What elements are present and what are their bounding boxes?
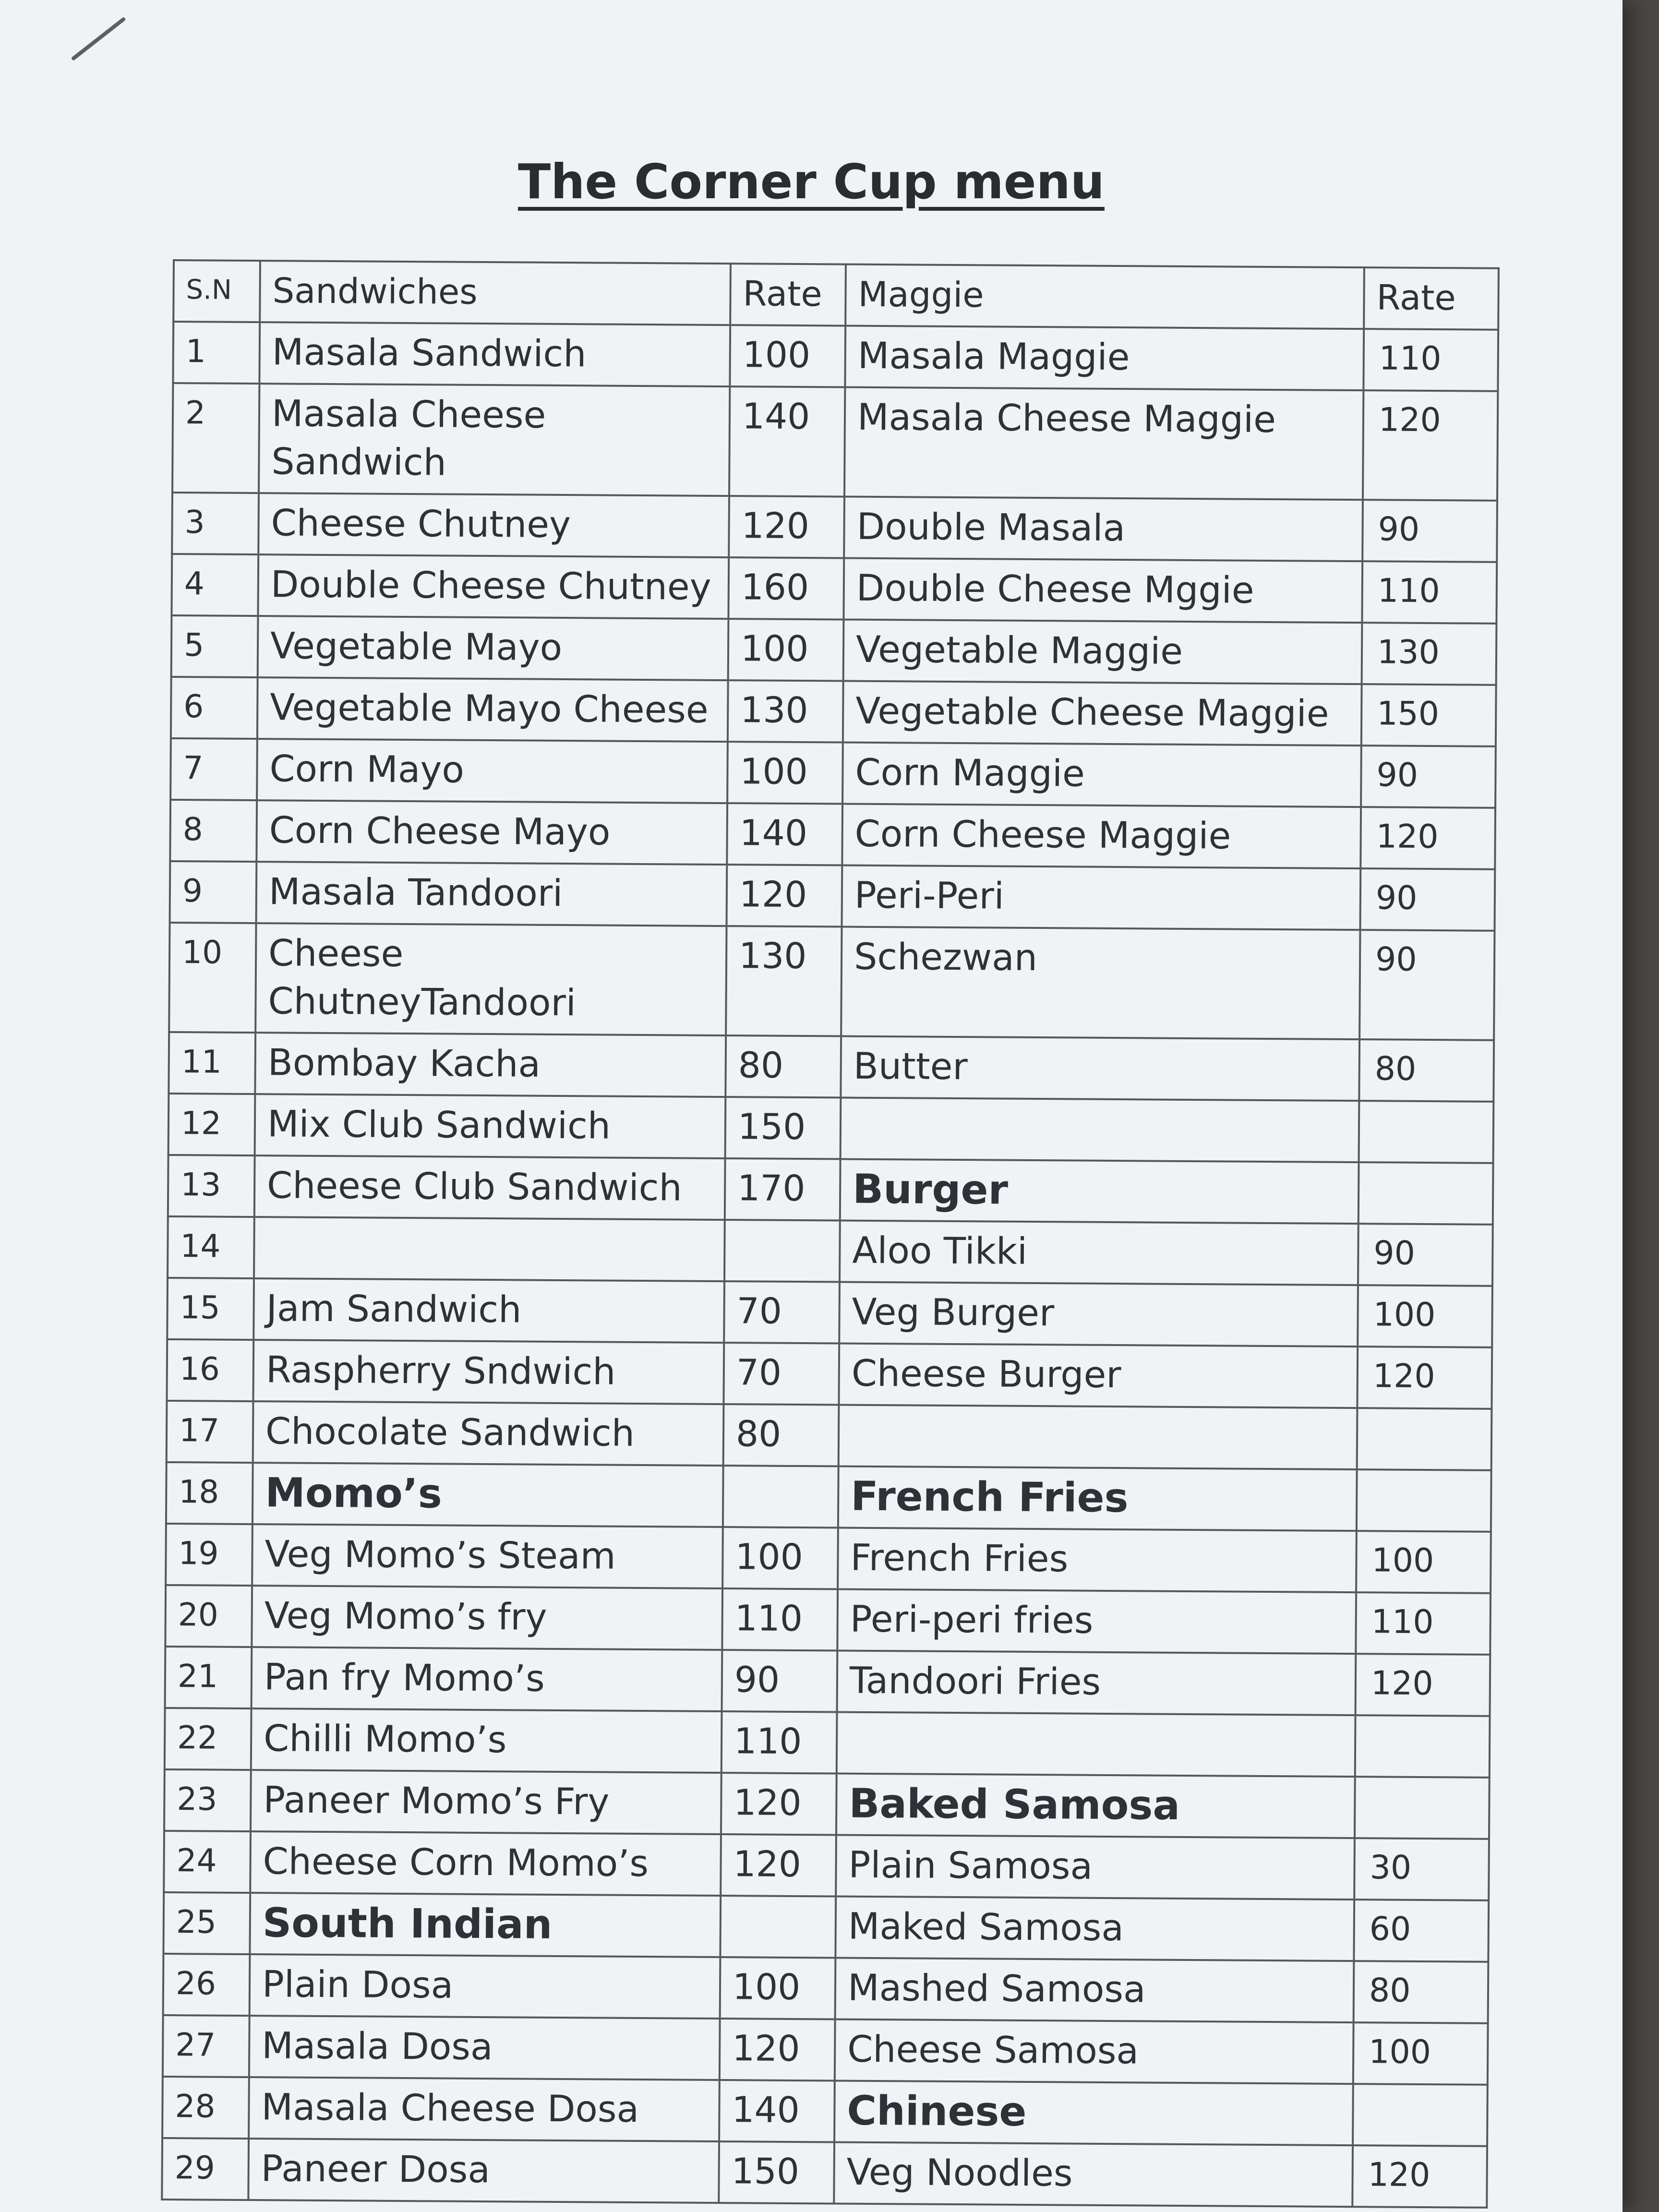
row-rate-left: 120 bbox=[729, 496, 844, 558]
row-sn: 20 bbox=[165, 1585, 252, 1647]
row-sn: 3 bbox=[172, 493, 259, 554]
row-item-left: Double Cheese Chutney bbox=[258, 554, 729, 619]
row-item-left: Chilli Momo’s bbox=[251, 1708, 722, 1773]
table-row bbox=[170, 861, 1495, 931]
row-sn: 28 bbox=[162, 2077, 249, 2139]
row-item-left: Cheese Chutney bbox=[258, 493, 729, 557]
row-item-left: Paneer Dosa bbox=[248, 2139, 719, 2203]
row-rate-left: 120 bbox=[721, 1773, 837, 1835]
header-rate-1: Rate bbox=[730, 264, 846, 325]
row-item-right: Tandoori Fries bbox=[837, 1651, 1356, 1716]
header-sandwiches: Sandwiches bbox=[260, 261, 731, 325]
row-rate-left: 100 bbox=[728, 619, 844, 681]
row-rate-left: 110 bbox=[721, 1711, 837, 1773]
row-rate-left: 70 bbox=[724, 1281, 840, 1343]
row-rate-left: 130 bbox=[728, 680, 843, 742]
row-item-right: Butter bbox=[841, 1036, 1359, 1101]
row-rate-right bbox=[1357, 1469, 1491, 1532]
row-item-right: Peri-peri fries bbox=[837, 1589, 1356, 1654]
row-item-right bbox=[841, 1098, 1359, 1163]
row-item-left: Veg Momo’s Steam bbox=[252, 1524, 723, 1588]
row-item-right: Masala Cheese Maggie bbox=[844, 387, 1363, 500]
row-sn: 22 bbox=[165, 1708, 252, 1770]
row-sn: 25 bbox=[163, 1892, 250, 1954]
row-rate-left: 100 bbox=[727, 742, 843, 804]
row-sn: 18 bbox=[166, 1462, 253, 1524]
table-row bbox=[163, 2015, 1488, 2085]
row-rate-right: 90 bbox=[1362, 500, 1497, 562]
row-sn: 14 bbox=[168, 1216, 254, 1278]
row-rate-right: 120 bbox=[1357, 1346, 1492, 1409]
row-rate-left: 150 bbox=[719, 2141, 834, 2203]
row-sn: 10 bbox=[169, 923, 256, 1033]
table-row bbox=[173, 322, 1498, 391]
row-item-left: Plain Dosa bbox=[250, 1954, 721, 2019]
row-item-left: Pan fry Momo’s bbox=[252, 1647, 722, 1711]
row-rate-left: 120 bbox=[721, 1834, 836, 1896]
row-rate-left: 140 bbox=[727, 803, 842, 865]
row-sn: 4 bbox=[171, 554, 258, 616]
table-row bbox=[166, 1462, 1491, 1532]
table-row bbox=[168, 1155, 1493, 1225]
row-rate-right: 120 bbox=[1352, 2145, 1487, 2208]
row-item-left: Mix Club Sandwich bbox=[255, 1094, 726, 1158]
table-row bbox=[172, 493, 1497, 562]
row-rate-left: 80 bbox=[725, 1035, 841, 1097]
row-item-left: Momo’s bbox=[252, 1463, 723, 1527]
row-rate-right: 120 bbox=[1360, 807, 1495, 869]
row-item-right: Vegetable Cheese Maggie bbox=[843, 681, 1362, 746]
table-row bbox=[165, 1708, 1490, 1778]
row-item-right: Maked Samosa bbox=[835, 1897, 1354, 1961]
row-rate-right bbox=[1357, 1408, 1492, 1470]
row-item-left: Bombay Kacha bbox=[255, 1033, 726, 1097]
row-rate-right bbox=[1358, 1162, 1493, 1225]
row-item-left: Jam Sandwich bbox=[253, 1278, 724, 1343]
row-item-right: Cheese Burger bbox=[839, 1344, 1358, 1408]
row-rate-right bbox=[1359, 1101, 1494, 1163]
row-item-left: Chocolate Sandwich bbox=[253, 1401, 724, 1466]
row-sn: 5 bbox=[171, 615, 258, 677]
row-sn: 8 bbox=[170, 800, 257, 862]
header-maggie: Maggie bbox=[845, 264, 1364, 329]
row-rate-left: 130 bbox=[726, 926, 842, 1036]
row-item-right bbox=[837, 1712, 1356, 1777]
row-rate-right bbox=[1355, 1777, 1490, 1839]
row-rate-right: 90 bbox=[1359, 930, 1494, 1040]
table-row bbox=[163, 1892, 1489, 1962]
row-item-right: French Fries bbox=[838, 1467, 1357, 1531]
row-item-left: Masala Dosa bbox=[249, 2016, 720, 2080]
table-row bbox=[164, 1831, 1489, 1900]
menu-table-body bbox=[162, 260, 1499, 2208]
row-item-right: Double Masala bbox=[844, 497, 1363, 562]
table-row bbox=[168, 1032, 1494, 1102]
row-item-right: Double Cheese Mggie bbox=[843, 558, 1362, 623]
row-rate-right: 110 bbox=[1356, 1592, 1491, 1655]
row-rate-right: 130 bbox=[1362, 623, 1497, 685]
row-sn: 13 bbox=[168, 1155, 255, 1217]
row-sn: 26 bbox=[163, 1954, 250, 2016]
row-item-left: Cheese Club Sandwich bbox=[254, 1155, 725, 1220]
row-item-left: Masala Cheese Sandwich bbox=[259, 384, 730, 496]
row-item-right: Chinese bbox=[834, 2080, 1353, 2145]
row-item-left: Corn Mayo bbox=[257, 739, 728, 803]
table-row bbox=[162, 2077, 1488, 2146]
table-row bbox=[170, 800, 1495, 869]
table-row bbox=[170, 738, 1496, 808]
row-sn: 1 bbox=[173, 322, 260, 384]
row-rate-right: 30 bbox=[1354, 1838, 1489, 1900]
row-sn: 7 bbox=[170, 738, 257, 800]
row-rate-left: 170 bbox=[725, 1158, 841, 1220]
table-row bbox=[165, 1585, 1491, 1655]
table-row bbox=[163, 1954, 1489, 2023]
title-text: The Corner Cup menu bbox=[518, 154, 1105, 210]
row-item-left: Paneer Momo’s Fry bbox=[251, 1770, 721, 1834]
row-rate-left: 120 bbox=[720, 2019, 835, 2080]
header-sn: S.N bbox=[173, 260, 260, 322]
row-item-right: Corn Maggie bbox=[842, 743, 1361, 807]
header-rate-2: Rate bbox=[1364, 267, 1499, 330]
table-row bbox=[171, 615, 1497, 685]
row-item-right bbox=[839, 1405, 1358, 1470]
row-rate-left: 110 bbox=[722, 1588, 838, 1650]
table-row bbox=[169, 923, 1494, 1040]
table-row bbox=[167, 1401, 1492, 1470]
row-rate-right: 120 bbox=[1356, 1654, 1491, 1716]
row-item-right: Peri-Peri bbox=[842, 866, 1361, 930]
row-rate-left: 100 bbox=[722, 1527, 838, 1589]
row-rate-right: 90 bbox=[1360, 868, 1495, 931]
row-item-left: Vegetable Mayo Cheese bbox=[257, 677, 728, 742]
table-row bbox=[162, 2138, 1487, 2208]
row-rate-right: 100 bbox=[1358, 1285, 1492, 1347]
row-rate-left: 100 bbox=[720, 1957, 836, 2019]
row-rate-right: 60 bbox=[1354, 1899, 1489, 1962]
row-sn: 21 bbox=[165, 1647, 252, 1708]
row-item-left: Veg Momo’s fry bbox=[252, 1586, 722, 1650]
row-item-left bbox=[254, 1217, 725, 1281]
row-rate-right bbox=[1355, 1715, 1490, 1778]
row-rate-left bbox=[724, 1220, 840, 1282]
row-sn: 12 bbox=[168, 1094, 255, 1155]
table-row bbox=[167, 1339, 1492, 1409]
row-item-right: Mashed Samosa bbox=[835, 1958, 1354, 2022]
row-rate-left bbox=[720, 1896, 836, 1958]
row-sn: 27 bbox=[163, 2015, 250, 2077]
row-rate-right: 150 bbox=[1361, 684, 1496, 746]
table-row bbox=[168, 1216, 1493, 1286]
table-row bbox=[164, 1769, 1490, 1839]
row-item-left: Masala Sandwich bbox=[259, 322, 730, 386]
row-rate-left: 90 bbox=[722, 1650, 838, 1712]
row-rate-left bbox=[723, 1466, 839, 1527]
row-sn: 19 bbox=[166, 1524, 252, 1586]
row-sn: 9 bbox=[170, 861, 257, 923]
row-rate-left: 70 bbox=[723, 1343, 839, 1405]
row-rate-right: 90 bbox=[1358, 1224, 1493, 1286]
row-item-right: Plain Samosa bbox=[836, 1835, 1355, 1900]
row-rate-left: 120 bbox=[727, 865, 842, 926]
row-sn: 17 bbox=[167, 1401, 253, 1463]
page-title bbox=[0, 154, 1623, 210]
row-sn: 16 bbox=[167, 1339, 253, 1401]
row-item-left: Cheese Corn Momo’s bbox=[250, 1831, 721, 1896]
row-item-right: Vegetable Maggie bbox=[843, 620, 1362, 685]
row-item-left: Vegetable Mayo bbox=[258, 616, 729, 680]
table-row bbox=[165, 1647, 1491, 1716]
row-item-right: Schezwan bbox=[841, 927, 1360, 1040]
row-item-right: Baked Samosa bbox=[836, 1774, 1355, 1839]
row-item-left: Masala Cheese Dosa bbox=[249, 2077, 720, 2141]
row-rate-right: 120 bbox=[1363, 390, 1498, 501]
table-row bbox=[167, 1278, 1492, 1347]
menu-table bbox=[161, 259, 1500, 2209]
row-rate-left: 100 bbox=[730, 325, 845, 387]
row-rate-right bbox=[1353, 2084, 1488, 2146]
row-item-right: Aloo Tikki bbox=[840, 1221, 1358, 1286]
row-item-left: Raspherry Sndwich bbox=[253, 1340, 724, 1404]
row-sn: 15 bbox=[167, 1278, 254, 1340]
row-sn: 23 bbox=[164, 1769, 251, 1831]
row-rate-right: 100 bbox=[1353, 2022, 1488, 2085]
row-item-left: Corn Cheese Mayo bbox=[256, 800, 727, 865]
row-item-right: Veg Noodles bbox=[834, 2142, 1353, 2207]
row-rate-left: 140 bbox=[729, 386, 845, 496]
row-sn: 29 bbox=[162, 2138, 249, 2200]
table-row bbox=[168, 1094, 1494, 1163]
row-rate-right: 110 bbox=[1362, 561, 1497, 624]
row-item-right: Veg Burger bbox=[839, 1282, 1358, 1347]
row-item-right: Corn Cheese Maggie bbox=[842, 804, 1361, 869]
header-row bbox=[173, 260, 1499, 330]
row-rate-right: 90 bbox=[1361, 745, 1496, 808]
row-rate-left: 160 bbox=[728, 557, 844, 619]
row-item-right: Masala Maggie bbox=[845, 326, 1364, 391]
row-item-right: Burger bbox=[840, 1159, 1359, 1224]
pen-mark bbox=[71, 17, 126, 61]
row-item-left: South Indian bbox=[250, 1893, 721, 1957]
row-rate-right: 110 bbox=[1363, 329, 1498, 391]
row-item-left: Masala Tandoori bbox=[256, 862, 727, 926]
row-rate-left: 150 bbox=[725, 1097, 841, 1159]
row-rate-left: 140 bbox=[719, 2080, 835, 2142]
row-sn: 2 bbox=[172, 383, 259, 493]
row-item-left: Cheese ChutneyTandoori bbox=[255, 923, 726, 1035]
row-item-right: French Fries bbox=[838, 1528, 1357, 1593]
row-sn: 11 bbox=[168, 1032, 255, 1094]
row-sn: 24 bbox=[164, 1831, 251, 1893]
row-rate-right: 100 bbox=[1356, 1531, 1491, 1593]
table-row bbox=[171, 554, 1497, 624]
row-rate-left: 80 bbox=[723, 1404, 839, 1466]
row-sn: 6 bbox=[171, 677, 258, 739]
row-item-right: Cheese Samosa bbox=[835, 2019, 1354, 2084]
row-rate-right: 80 bbox=[1354, 1961, 1489, 2023]
row-rate-right: 80 bbox=[1359, 1039, 1494, 1102]
table-row bbox=[166, 1524, 1491, 1593]
table-row bbox=[171, 677, 1496, 746]
table-row bbox=[172, 383, 1498, 501]
